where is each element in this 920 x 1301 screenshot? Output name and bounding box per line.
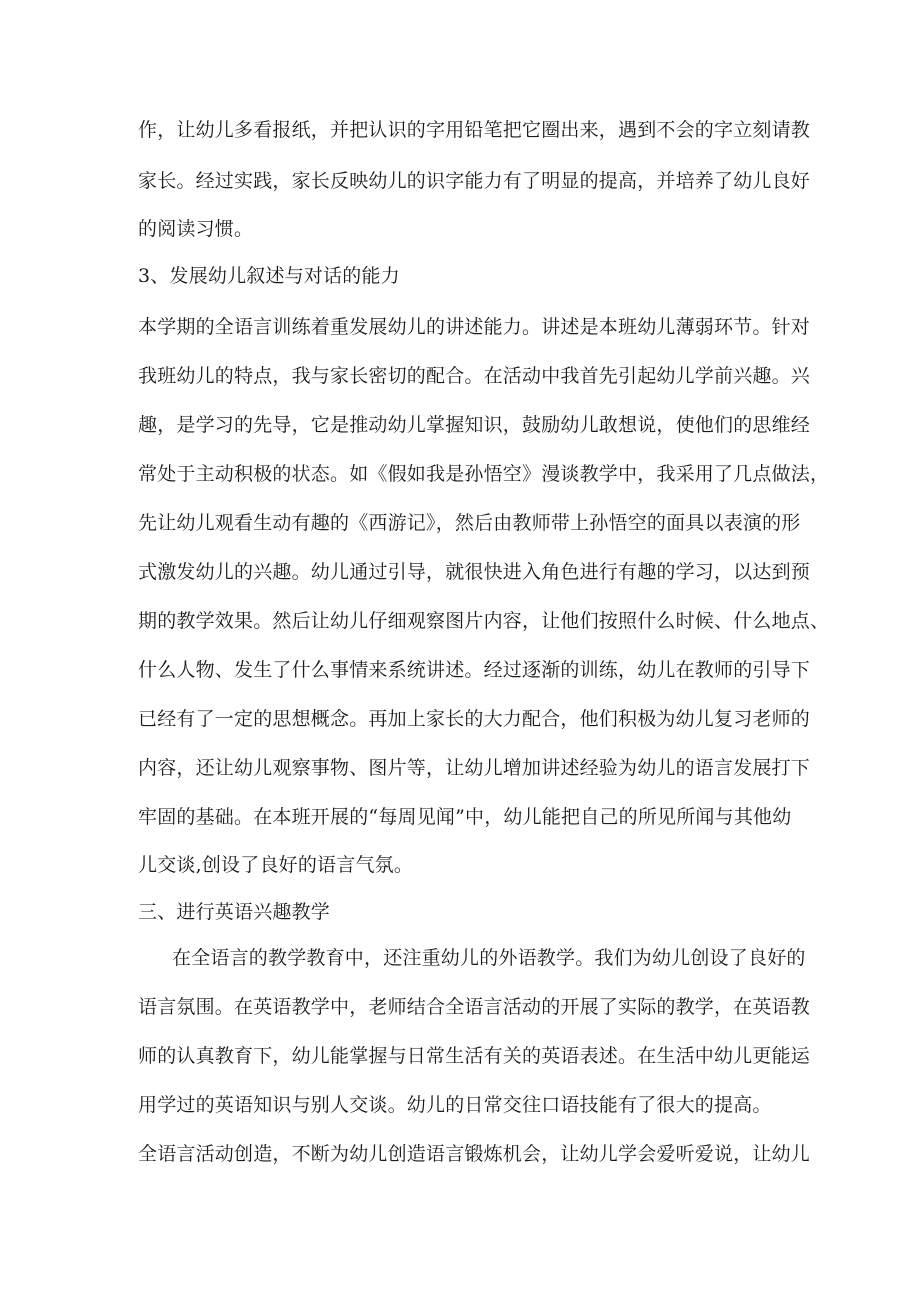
paragraph-line: 作，让幼儿多看报纸，并把认识的字用铅笔把它圈出来，遇到不会的字立刻请教: [138, 119, 811, 141]
paragraph-line: 全语言活动创造，不断为幼儿创造语言锻炼机会，让幼儿学会爱听爱说，让幼儿: [138, 1143, 811, 1165]
paragraph-line: 先让幼儿观看生动有趣的《西游记》，然后由教师带上孙悟空的面具以表演的形: [138, 512, 801, 534]
paragraph-line: 内容，还让幼儿观察事物、图片等，让幼儿增加讲述经验为幼儿的语言发展打下: [138, 757, 811, 779]
paragraph-line: 的阅读习惯。: [138, 218, 254, 240]
paragraph-line: 牢固的基础。在本班开展的“每周见闻”中，幼儿能把自己的所见所闻与其他幼: [138, 806, 792, 828]
paragraph-line: 已经有了一定的思想概念。再加上家长的大力配合，他们积极为幼儿复习老师的: [138, 708, 811, 730]
paragraph-line: 语言氛围。在英语教学中，老师结合全语言活动的开展了实际的教学，在英语教: [138, 996, 811, 1018]
section-heading: 三、进行英语兴趣教学: [138, 901, 331, 923]
paragraph-line: 什么人物、发生了什么事情来系统讲述。经过逐渐的训练，幼儿在教师的引导下: [138, 659, 811, 681]
paragraph-line: 式激发幼儿的兴趣。幼儿通过引导，就很快进入角色进行有趣的学习，以达到预: [138, 561, 811, 583]
paragraph-line: 在全语言的教学教育中，还注重幼儿的外语教学。我们为幼儿创设了良好的: [172, 947, 806, 969]
paragraph-line: 家长。经过实践，家长反映幼儿的识字能力有了明显的提高，并培养了幼儿良好: [138, 170, 811, 192]
paragraph-line: 我班幼儿的特点，我与家长密切的配合。在活动中我首先引起幼儿学前兴趣。兴: [138, 365, 811, 387]
paragraph-line: 师的认真教育下，幼儿能掌握与日常生活有关的英语表述。在生活中幼儿更能运: [138, 1045, 811, 1067]
section-heading: 3、发展幼儿叙述与对话的能力: [138, 265, 400, 287]
paragraph-line: 趣，是学习的先导，它是推动幼儿掌握知识，鼓励幼儿敢想说，使他们的思维经: [138, 414, 811, 436]
paragraph-line: 本学期的全语言训练着重发展幼儿的讲述能力。讲述是本班幼儿薄弱环节。针对: [138, 316, 811, 338]
paragraph-line: 期的教学效果。然后让幼儿仔细观察图片内容，让他们按照什么时候、什么地点、: [138, 610, 830, 632]
paragraph-line: 儿交谈,创设了良好的语言气氛。: [138, 854, 414, 876]
paragraph-line: 用学过的英语知识与别人交谈。幼儿的日常交往口语技能有了很大的提高。: [138, 1094, 772, 1116]
paragraph-line: 常处于主动积极的状态。如《假如我是孙悟空》漫谈教学中，我采用了几点做法，: [138, 463, 830, 485]
